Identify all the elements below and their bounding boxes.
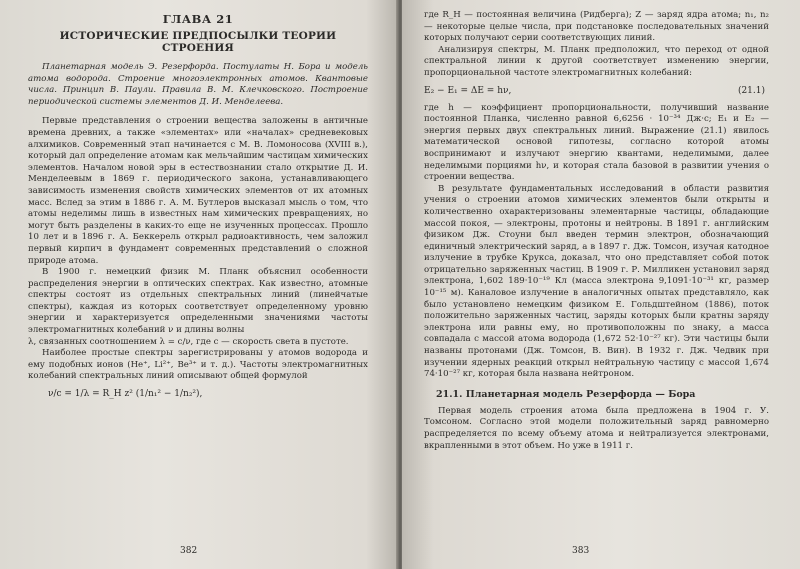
equation-number: (21.1) bbox=[737, 85, 765, 96]
chapter-label: ГЛАВА 21 bbox=[162, 12, 234, 26]
paragraph: где R_H — постоянная величина (Ридберга); Z — заряд ядра атома; n₁, n₂ — некоторые целые числа, при подстановке последовательных значений которых получают серии соответствующих линий. bbox=[424, 10, 769, 44]
paragraph: Первые представления о строении вещества заложены в античные времена древних, а также «элементах» или «началах» средневековых алхимиков. Современный этап начинается с М. В. Ломоносова (XVIII в.), который дал определение атомам как мельчайшим частицам химических элементов. Началом новой эры в естествознании стало открытие Д. И. Менделеевым в 1869 г. периодического закона, устанавливающего зависимость изменения свойств химических элементов от их атомных масс. Вслед за этим в 1886 г. А. М. Бутлеров высказал мысль о том, что атомы неделимы лишь в известных нам химических превращениях, но могут быть разделены в каких-то еще не изученных процессах. Прошло 10 лет и в 1896 г. А. Беккерель открыл радиоактивность, чем заложил первый кирпич в фундамент современных представлений о сложной природе атома. bbox=[28, 116, 368, 266]
paragraph: В результате фундаментальных исследований в области развития учения о строении атомов химических элементов были открыты и количественно охарактеризованы элементарные частицы, обладающие массой покоя, — электроны, протоны и нейтроны. В 1891 г. английским физиком Дж. Стоуни был введен термин электрон, обозначающий единичный электрический заряд, а в 1897 г. Дж. Томсон, изучая катодное излучение в трубке Крукса, доказал, что оно представляет собой поток отрицательно заряженных частиц. В 1909 г. Р. Милликен установил заряд электрона, 1,602 189·10⁻¹⁹ Кл (масса электрона 9,1091·10⁻³¹ кг, размер 10⁻¹⁵ м). Каналовое излучение в аналогичных опытах представляло, как было установлено немецким физиком Е. Гольдштейном (1886), поток положительно заряженных частиц, заряды которых были кратны заряду электрона или равны ему, но противоположны по знаку, а масса совпадала с массой атома водорода (1,672 52·10⁻²⁷ кг). Эти частицы были названы протонами (Дж. Томсон, В. Вин). В 1932 г. Дж. Чедвик при изучении ядерных реакций открыл нейтральную частицу с массой 1,674 74·10⁻²⁷ кг, которая была названа нейтроном. bbox=[424, 183, 769, 380]
formula-text: ν/c = 1/λ = R_H z² (1/n₁² − 1/n₂²), bbox=[48, 389, 203, 400]
left-page bbox=[0, 0, 398, 569]
right-page bbox=[402, 0, 800, 569]
page-number: 383 bbox=[572, 546, 590, 556]
chapter-title: ИСТОРИЧЕСКИЕ ПРЕДПОСЫЛКИ ТЕОРИИ СТРОЕНИЯ bbox=[59, 30, 337, 54]
lambda-line: λ, связанных соотношением λ = c/ν, где c — скорость света в пустоте. bbox=[28, 336, 349, 347]
rydberg-formula bbox=[28, 388, 368, 401]
paragraph: Анализируя спектры, М. Планк предположил, что переход от одной спектральной линии к другой соответствует изменению энергии, пропорциональной частоте электромагнитных колебаний: bbox=[424, 44, 769, 78]
chapter-abstract: Планетарная модель Э. Резерфорда. Постулаты Н. Бора и модель атома водорода. Строение многоэлектронных атомов. Квантовые числа. Принцип В. Паули. Правила В. М. Клечковского. Построение периодической системы элементов Д. И. Менделеева. bbox=[28, 62, 368, 107]
page-number: 382 bbox=[180, 546, 198, 556]
paragraph: В 1900 г. немецкий физик М. Планк объяснил особенности распределения энергии в оптических спектрах. Как известно, атомные спектры состоят из отдельных спектральных линий (линейчатые спектры), каждая из которых соответствует определенному уровню энергии и характеризуется определенными значениями частоты электромагнитных колебаний ν и длины волны bbox=[28, 267, 368, 336]
paragraph: где h — коэффициент пропорциональности, получивший название постоянной Планка, численно равной 6,6256 · 10⁻³⁴ Дж·с; E₁ и E₂ — энергия первых двух спектральных линий. Выражение (21.1) явилось математической основой гипотезы, согласно которой атомы воспринимают и излучают энергию квантами, неделимыми, далее неделимыми порциями hν, и которая стала базовой в развитии учения о строении вещества. bbox=[424, 102, 769, 183]
paragraph: Первая модель строения атома была предложена в 1904 г. У. Томсоном. Согласно этой модели положительный заряд равномерно распределяется по всему объему атома и нейтрализуется электронами, вкрапленными в этот объем. Но уже в 1911 г. bbox=[424, 405, 769, 451]
right-page-content bbox=[424, 10, 769, 452]
equation-text: E₂ − E₁ = ΔE = hν, bbox=[424, 85, 512, 96]
section-heading: 21.1. Планетарная модель Резерфорда — Бора bbox=[436, 388, 696, 400]
equation-21-1 bbox=[424, 85, 769, 98]
paragraph: Наиболее простые спектры зарегистрированы у атомов водорода и ему подобных ионов (He⁺, Li²⁺, Be³⁺ и т. д.). Частоты электромагнитных колебаний спектральных линий описывают общей формулой bbox=[28, 348, 368, 382]
left-page-content bbox=[28, 10, 368, 406]
